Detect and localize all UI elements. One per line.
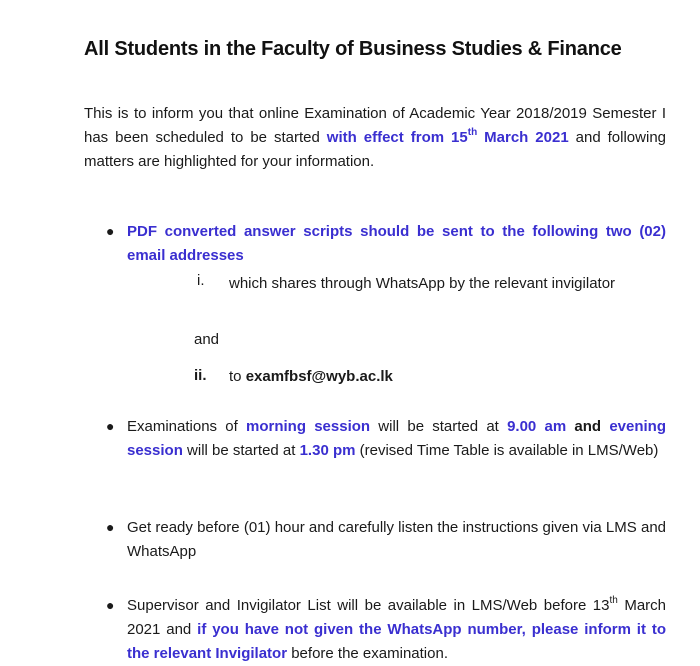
- intro-text-1: This is to inform you that online Examination of Academic Year 2018/2019 Semester I has been scheduled to be started: [84, 105, 666, 146]
- bullet-marker: ●: [106, 597, 115, 613]
- and-connector: and: [194, 331, 220, 348]
- sub-item-i-number: i.: [197, 272, 205, 289]
- b2-text-1: Examinations of: [127, 418, 246, 435]
- page-title: All Students in the Faculty of Business Studies & Finance: [84, 38, 622, 60]
- bullet-4-text: [127, 594, 666, 666]
- sub-item-i-text: which shares through WhatsApp by the relevant invigilator: [229, 275, 616, 292]
- b2-and: and: [566, 418, 602, 435]
- intro-date-sup: th: [467, 127, 478, 138]
- bullet-2-text: [127, 415, 666, 463]
- sub-item-ii-number: ii.: [194, 367, 207, 384]
- sub-item-ii-prefix: to: [229, 368, 246, 385]
- b2-morning-time: 9.00 am: [507, 418, 567, 435]
- intro-date-highlight: [327, 129, 569, 146]
- b2-morning-session: morning session: [246, 418, 371, 435]
- intro-date-part-2: March 2021: [477, 129, 569, 146]
- intro-paragraph: [84, 102, 666, 174]
- b2-evening-session: evening session: [127, 418, 666, 459]
- b2-evening-time: 1.30 pm: [299, 442, 356, 459]
- bullet-marker: ●: [106, 418, 115, 434]
- bullet-1-heading: PDF converted answer scripts should be sent to the following two (02) email addresses: [127, 223, 666, 264]
- email-address: examfbsf@wyb.ac.lk: [245, 368, 393, 385]
- bullet-marker: ●: [106, 519, 115, 535]
- b2-text-2: will be started at: [370, 418, 508, 435]
- b4-text-3: before the examination.: [287, 645, 448, 662]
- intro-date-part-1: with effect from 15: [326, 129, 468, 146]
- b2-text-4: will be started at: [182, 442, 300, 459]
- b2-text-5: (revised Time Table is available in LMS/Web): [355, 442, 659, 459]
- bullet-3-text: Get ready before (01) hour and carefully listen the instructions given via LMS and WhatsApp: [127, 519, 666, 560]
- b4-text-1: Supervisor and Invigilator List will be available in LMS/Web before 13: [127, 597, 610, 614]
- b4-sup: th: [609, 595, 618, 606]
- intro-text-2: and following matters are highlighted for your information.: [84, 129, 666, 170]
- sub-item-ii-text: [229, 365, 666, 389]
- bullet-marker: ●: [106, 223, 115, 239]
- b4-text-2: March 2021 and: [127, 597, 667, 638]
- b4-whatsapp-highlight: if you have not given the WhatsApp number, please inform it to the relevant Invigilator: [127, 621, 667, 662]
